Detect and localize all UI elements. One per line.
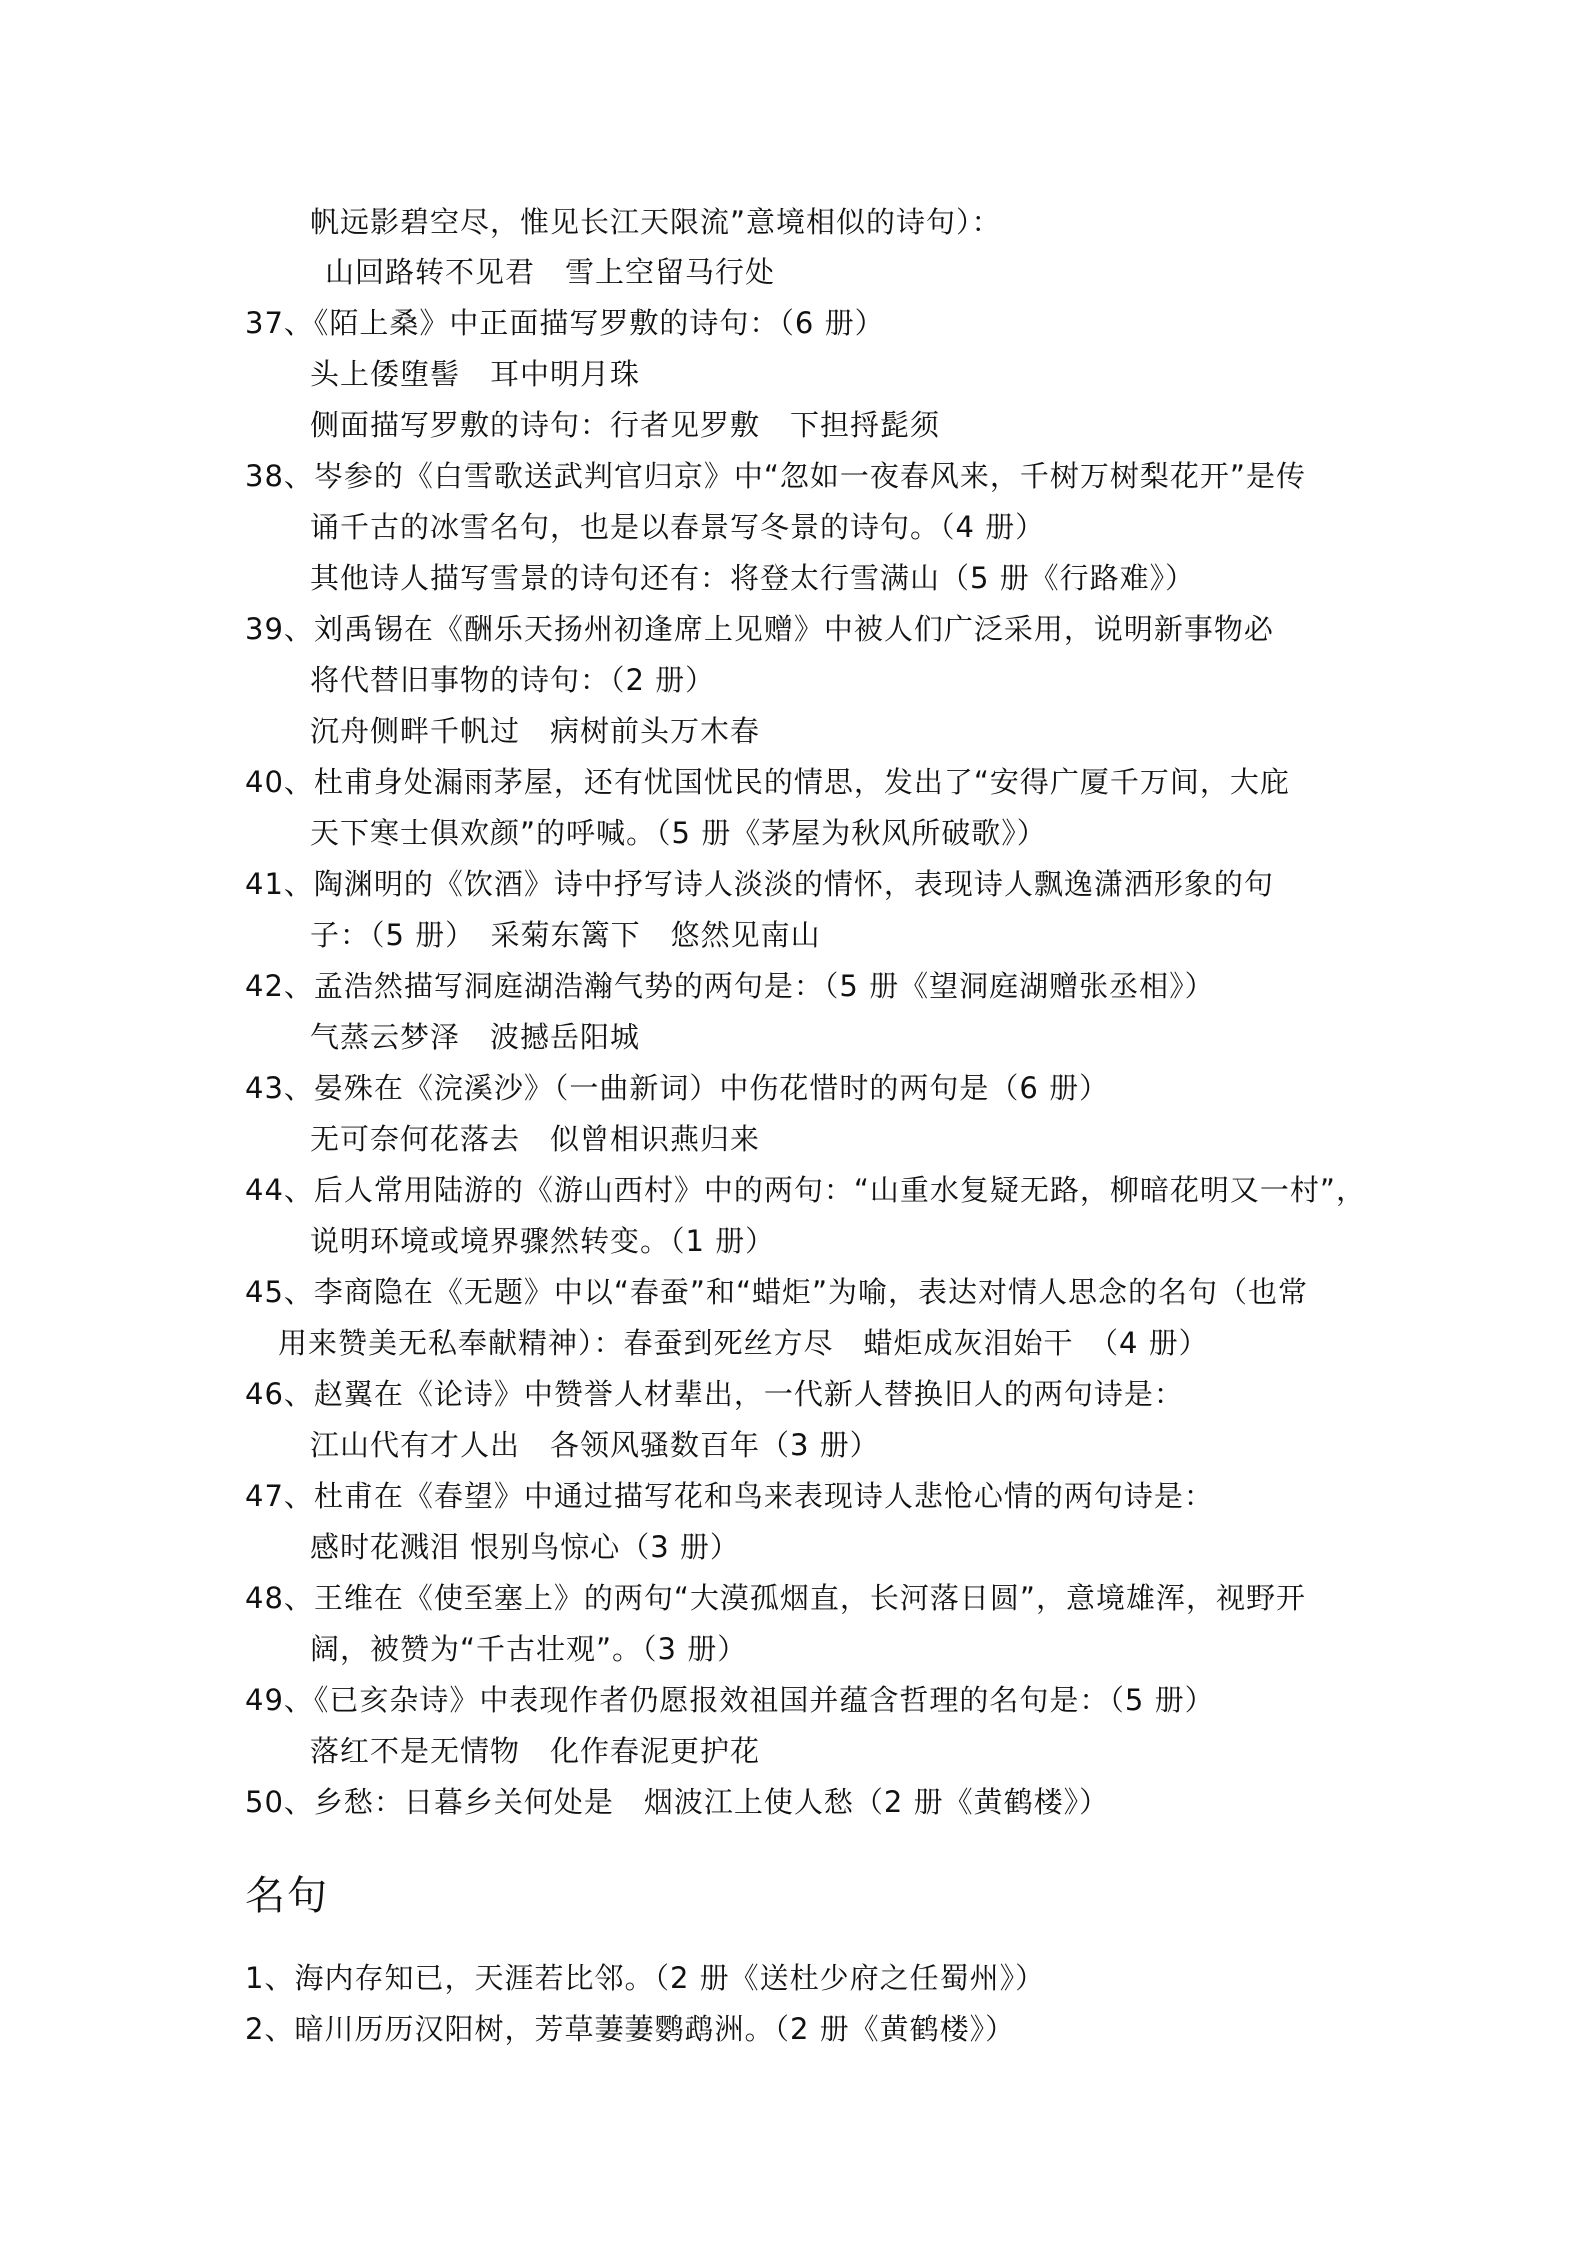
text-line: 阔，被赞为“千古壮观”。（3 册）: [310, 1632, 748, 1666]
text-line: 37、《陌上桑》中正面描写罗敷的诗句：（6 册）: [245, 306, 885, 340]
text-line: 沉舟侧畔千帆过 病树前头万木春: [310, 714, 761, 748]
text-line: 39、刘禹锡在《酬乐天扬州初逢席上见赠》中被人们广泛采用，说明新事物必: [245, 612, 1274, 646]
text-line: 50、乡愁：日暮乡关何处是 烟波江上使人愁（2 册《黄鹤楼》）: [245, 1785, 1110, 1819]
text-line: 天下寒士俱欢颜”的呼喊。（5 册《茅屋为秋风所破歌》）: [310, 816, 1047, 850]
text-line: 落红不是无情物 化作春泥更护花: [310, 1734, 761, 1768]
text-line: 诵千古的冰雪名句，也是以春景写冬景的诗句。（4 册）: [310, 510, 1046, 544]
text-line: 46、赵翼在《论诗》中赞誉人材辈出，一代新人替换旧人的两句诗是：: [245, 1377, 1184, 1411]
text-line: 47、杜甫在《春望》中通过描写花和鸟来表现诗人悲怆心情的两句诗是：: [245, 1479, 1214, 1513]
text-line: 山回路转不见君 雪上空留马行处: [325, 255, 776, 289]
text-line: 子：（5 册） 采菊东篱下 悠然见南山: [310, 918, 821, 952]
section-heading: 名句: [245, 1873, 329, 1919]
text-line: 44、后人常用陆游的《游山西村》中的两句：“山重水复疑无路，柳暗花明又一村”，: [245, 1173, 1366, 1207]
text-line: 40、杜甫身处漏雨茅屋，还有忧国忧民的情思，发出了“安得广厦千万间，大庇: [245, 765, 1290, 799]
text-line: 说明环境或境界骤然转变。（1 册）: [310, 1224, 776, 1258]
text-line: 1、海内存知已，天涯若比邻。（2 册《送杜少府之任蜀州》）: [245, 1961, 1046, 1995]
text-line: 用来赞美无私奉献精神）：春蚕到死丝方尽 蜡炬成灰泪始干 （4 册）: [278, 1326, 1209, 1360]
text-line: 无可奈何花落去 似曾相识燕归来: [310, 1122, 761, 1156]
text-line: 2、暗川历历汉阳树，芳草萋萋鹦鹉洲。（2 册《黄鹤楼》）: [245, 2012, 1016, 2046]
text-line: 帆远影碧空尽，惟见长江天限流”意境相似的诗句）：: [310, 205, 1002, 239]
text-line: 49、《已亥杂诗》中表现作者仍愿报效祖国并蕴含哲理的名句是：（5 册）: [245, 1683, 1215, 1717]
text-line: 42、孟浩然描写洞庭湖浩瀚气势的两句是：（5 册《望洞庭湖赠张丞相》）: [245, 969, 1215, 1003]
text-line: 38、岑参的《白雪歌送武判官归京》中“忽如一夜春风来，千树万树梨花开”是传: [245, 459, 1306, 493]
text-line: 感时花溅泪 恨别鸟惊心（3 册）: [310, 1530, 740, 1564]
text-line: 48、王维在《使至塞上》的两句“大漠孤烟直，长河落日圆”，意境雄浑，视野开: [245, 1581, 1306, 1615]
text-line: 将代替旧事物的诗句：（2 册）: [310, 663, 716, 697]
text-line: 侧面描写罗敷的诗句：行者见罗敷 下担捋髭须: [310, 408, 941, 442]
text-line: 43、晏殊在《浣溪沙》（一曲新词）中伤花惜时的两句是（6 册）: [245, 1071, 1110, 1105]
text-line: 头上倭堕髻 耳中明月珠: [310, 357, 641, 391]
text-line: 45、李商隐在《无题》中以“春蚕”和“蜡炬”为喻，表达对情人思念的名句（也常: [245, 1275, 1308, 1309]
text-line: 其他诗人描写雪景的诗句还有：将登太行雪满山（5 册《行路难》）: [310, 561, 1196, 595]
text-line: 气蒸云梦泽 波撼岳阳城: [310, 1020, 641, 1054]
text-line: 41、陶渊明的《饮酒》诗中抒写诗人淡淡的情怀，表现诗人飘逸潇洒形象的句: [245, 867, 1274, 901]
text-line: 江山代有才人出 各领风骚数百年（3 册）: [310, 1428, 880, 1462]
